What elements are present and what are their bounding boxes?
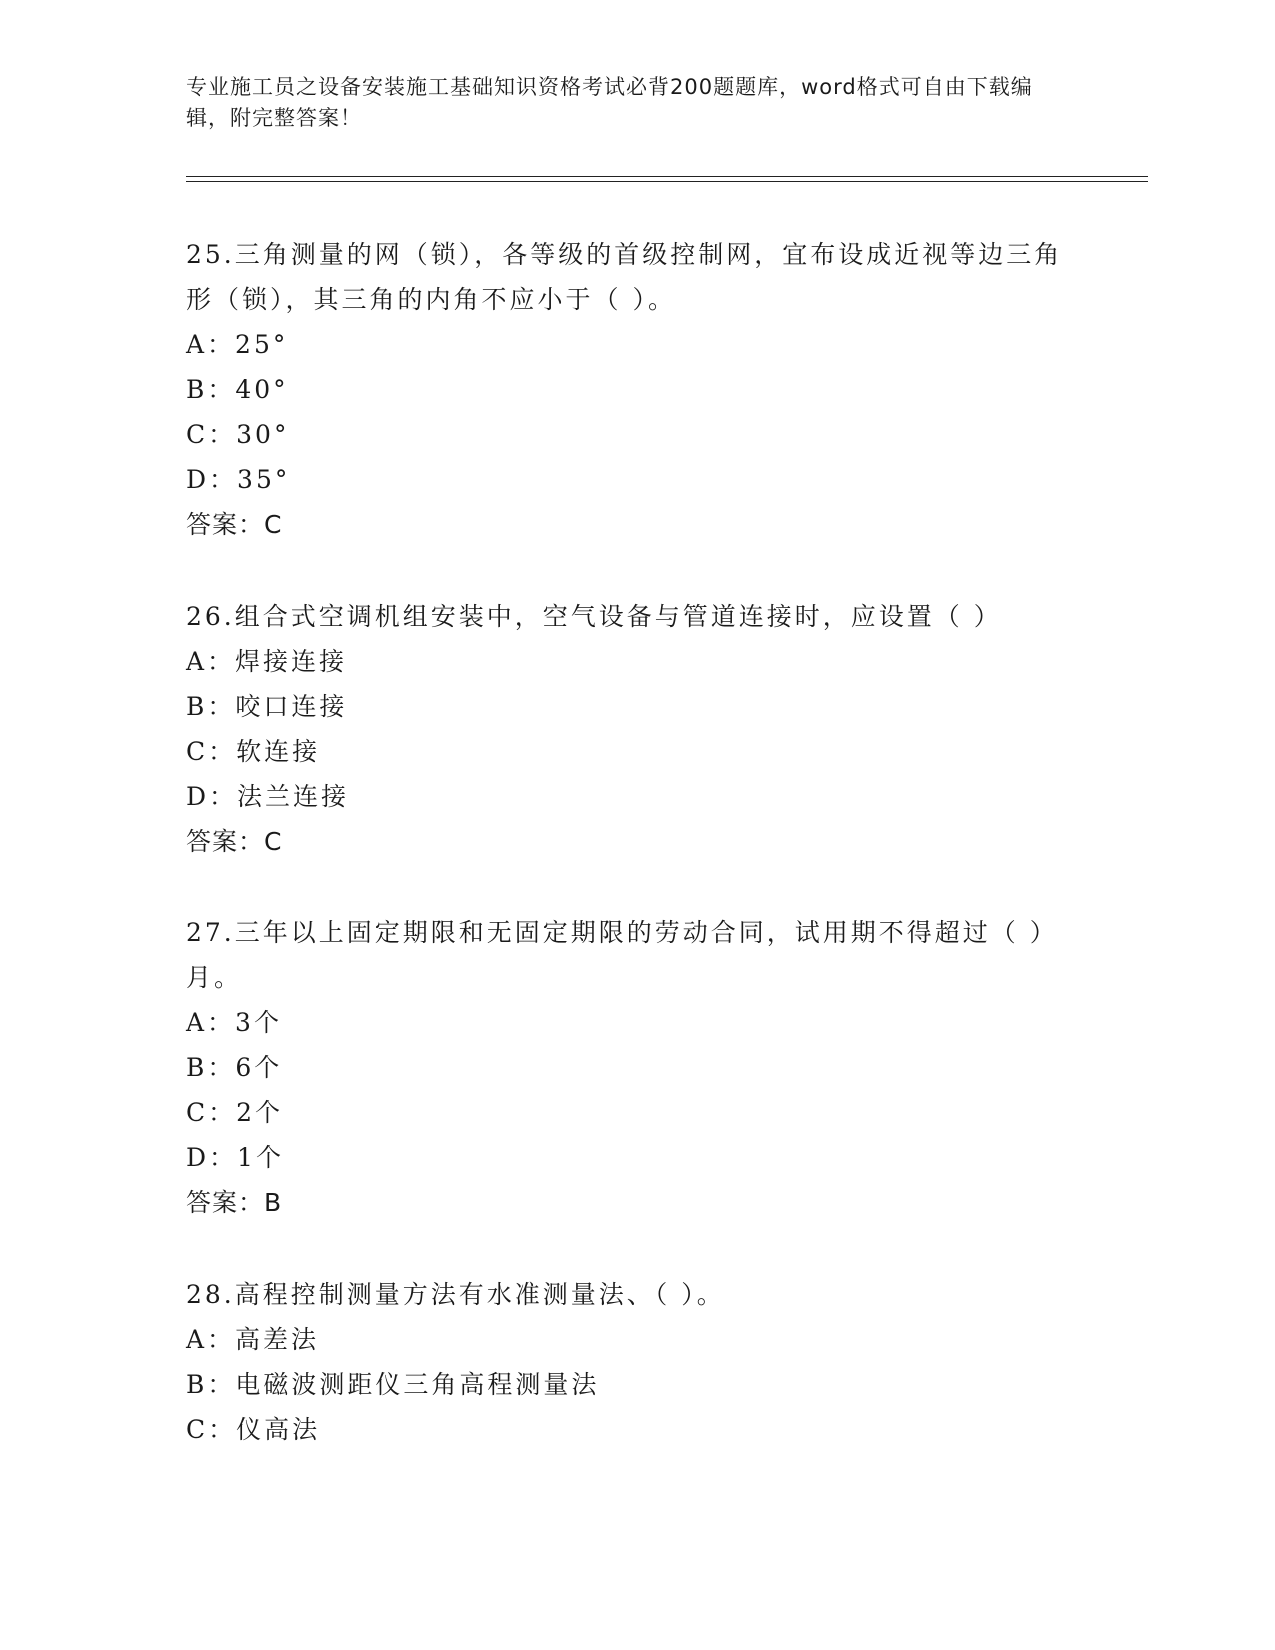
option-c: C：30° <box>186 420 290 449</box>
option-d: D：35° <box>186 465 291 494</box>
option-a: A：焊接连接 <box>186 647 348 676</box>
answer-line: 答案：B <box>186 1188 283 1217</box>
option-b: B：电磁波测距仪三角高程测量法 <box>186 1370 600 1399</box>
option-b: B：6个 <box>186 1053 283 1082</box>
option-a: A：高差法 <box>186 1325 320 1354</box>
question-28 <box>186 1272 1086 1452</box>
header-divider-bottom <box>186 181 1148 182</box>
question-26 <box>186 594 1086 864</box>
option-d: D：1个 <box>186 1143 284 1172</box>
option-a: A：25° <box>186 330 289 359</box>
option-d: D：法兰连接 <box>186 782 350 811</box>
option-c: C：仪高法 <box>186 1415 321 1444</box>
question-stem: 26.组合式空调机组安装中，空气设备与管道连接时，应设置（ ） <box>186 602 1002 631</box>
option-c: C：软连接 <box>186 737 321 766</box>
header-divider-top <box>186 176 1148 177</box>
option-c: C：2个 <box>186 1098 284 1127</box>
question-stem: 25.三角测量的网（锁），各等级的首级控制网，宜布设成近视等边三角形（锁），其三角的内角不应小于（ ）。 <box>186 240 1063 314</box>
question-25 <box>186 232 1086 547</box>
option-b: B：40° <box>186 375 289 404</box>
question-27 <box>186 910 1086 1225</box>
option-a: A：3个 <box>186 1008 282 1037</box>
question-stem: 27.三年以上固定期限和无固定期限的劳动合同，试用期不得超过（ ）月。 <box>186 918 1058 992</box>
question-stem: 28.高程控制测量方法有水准测量法、（ ）。 <box>186 1280 725 1309</box>
answer-line: 答案：C <box>186 510 283 539</box>
document-header: 专业施工员之设备安装施工基础知识资格考试必背200题题库，word格式可自由下载编辑，附完整答案！ <box>186 75 1033 130</box>
option-b: B：咬口连接 <box>186 692 348 721</box>
answer-line: 答案：C <box>186 827 283 856</box>
